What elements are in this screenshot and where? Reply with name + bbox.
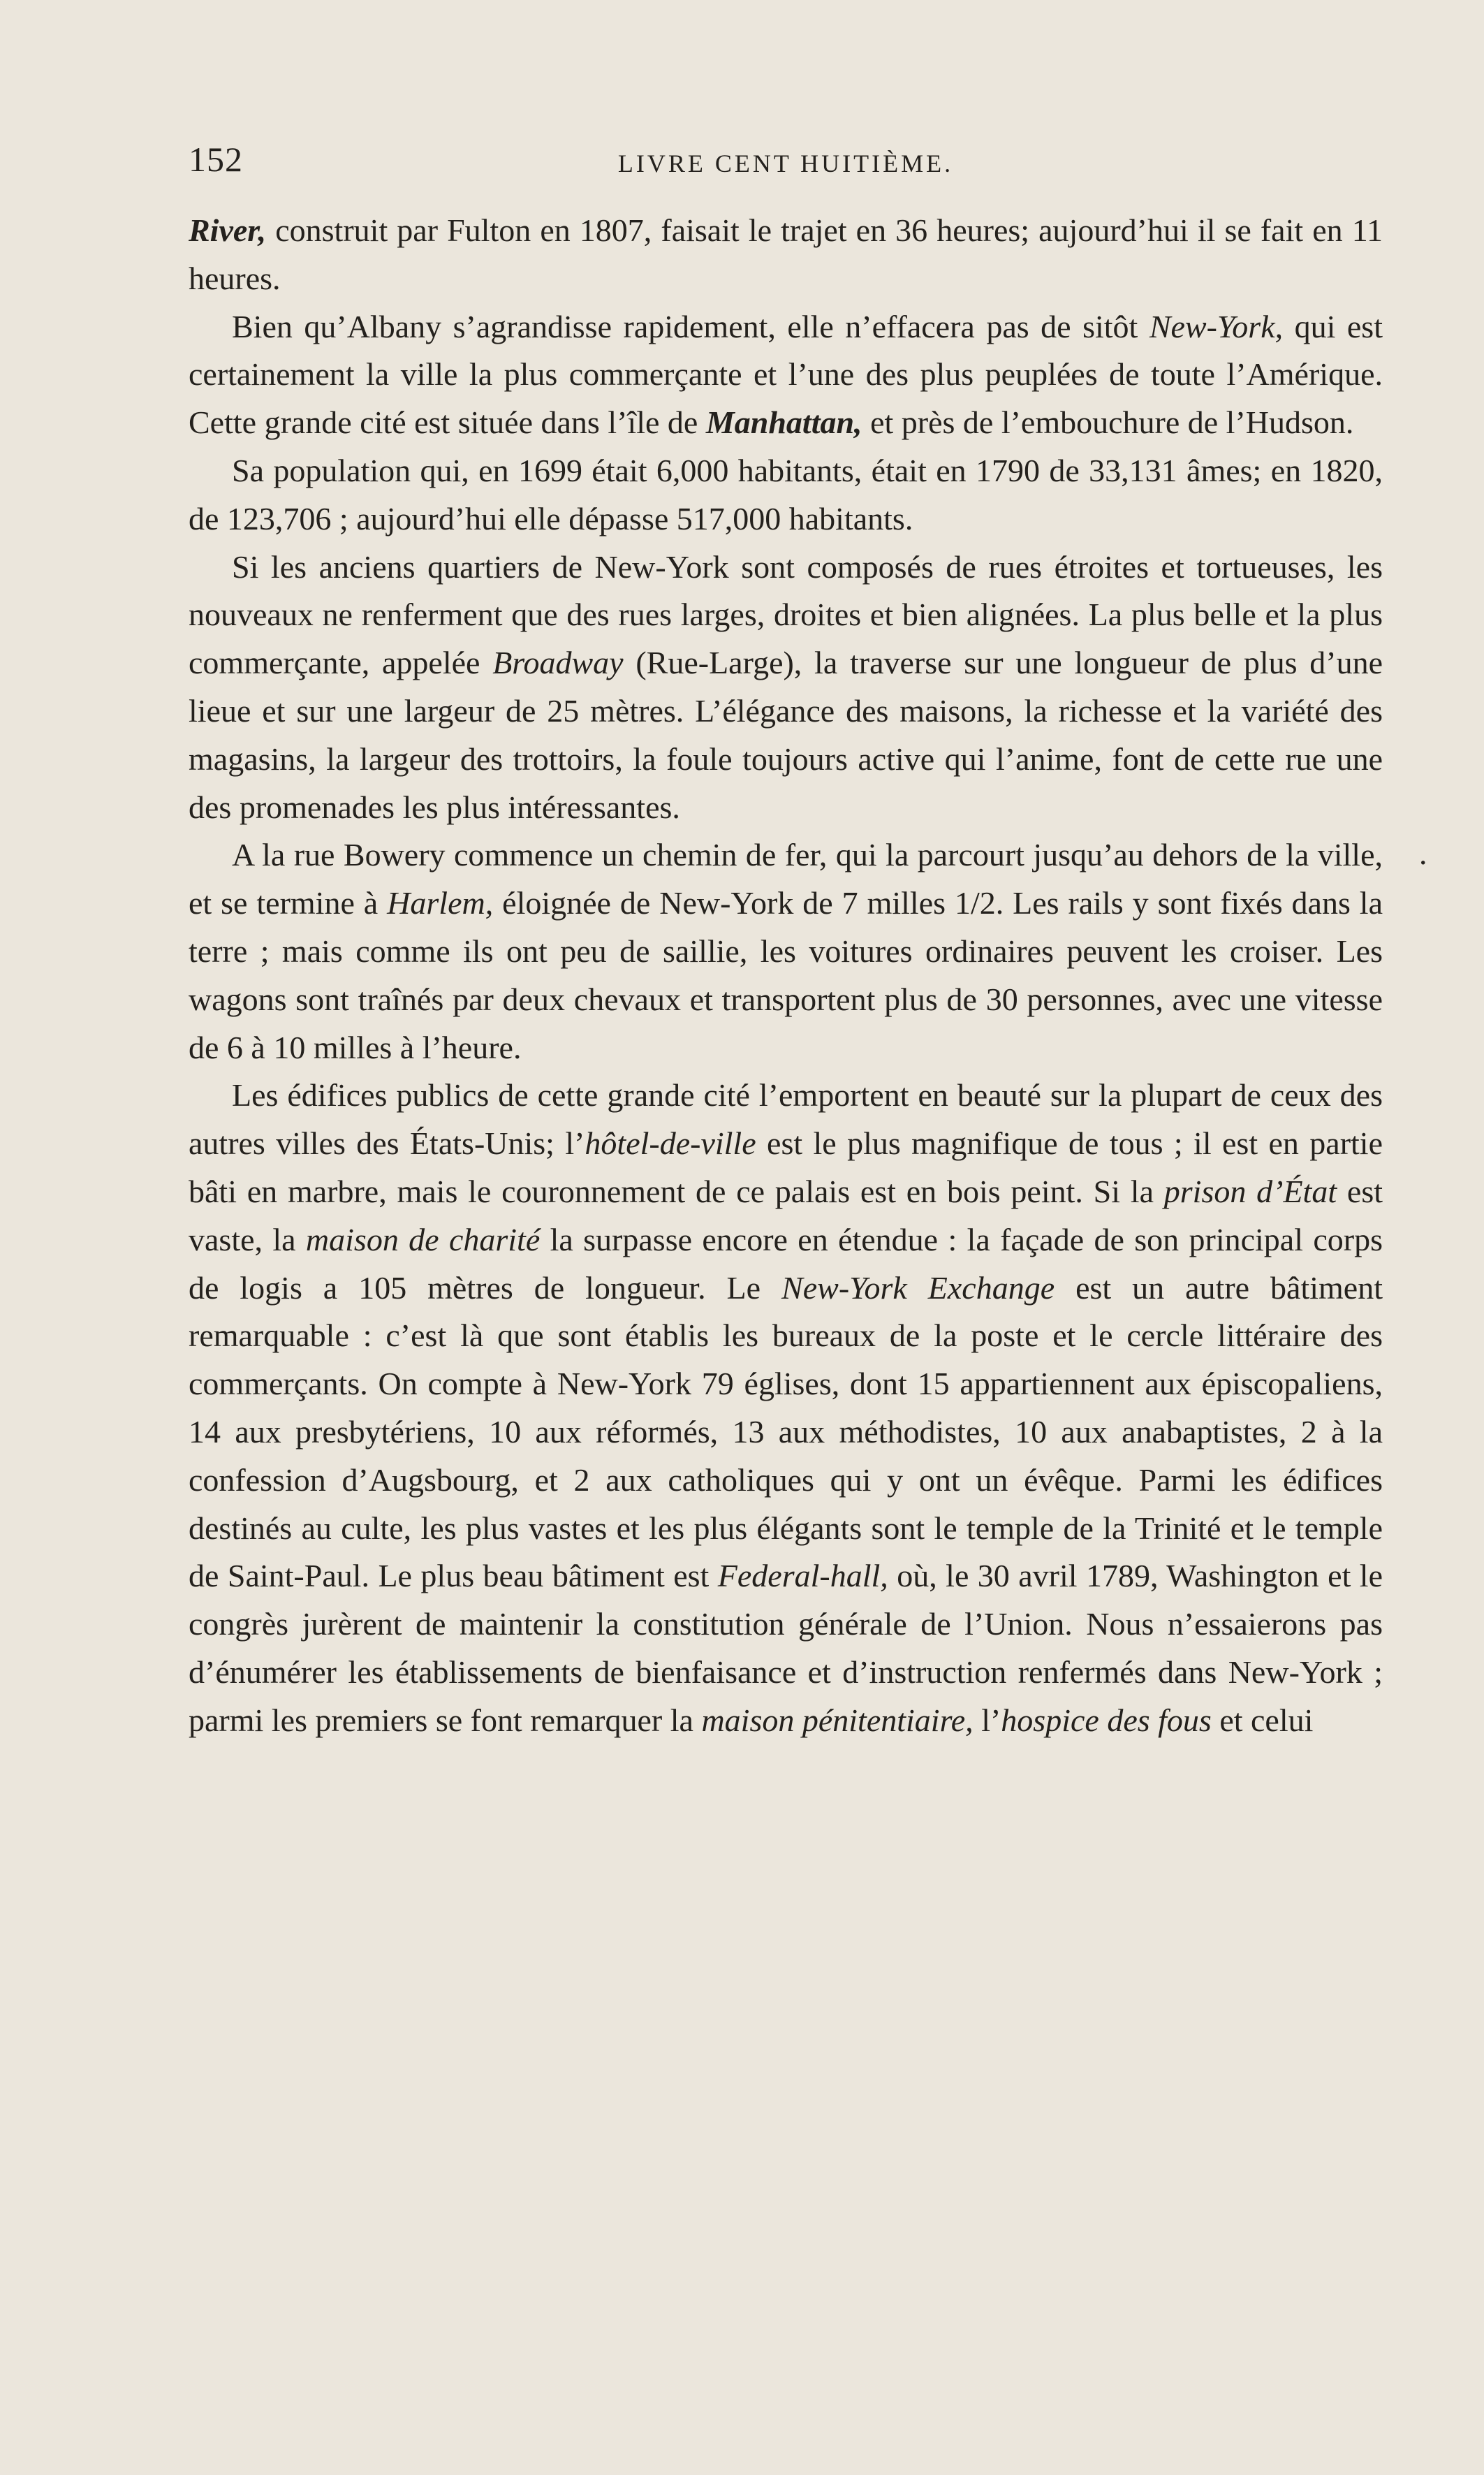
- italic-run: hospice des fous: [1001, 1702, 1212, 1738]
- text-run: est un autre bâtiment remarquable : c’est là que sont établis les bureaux de la poste et le cercle littéraire des commerçants. On compte à New-York 79 églises, dont 15 appartiennent aux épiscopaliens, 14 aux presbytériens, 10 aux réformés, 13 aux méthodistes, 10 aux anabaptistes, 2 à la confession d’Augsbourg, et 2 aux catholiques qui y ont un évêque. Parmi les édifices destinés au culte, les plus vastes et les plus élégants sont le temple de la Trinité et le temple de Saint-Paul. Le plus beau bâtiment est: [189, 1269, 1383, 1594]
- text-run: et près de l’embouchure de l’Hudson.: [862, 404, 1354, 441]
- text-run: Sa population qui, en 1699 était 6,000 habitants, était en 1790 de 33,131 âmes; en 1820, de 123,706 ; aujourd’hui elle dépasse 517,000 habitants.: [189, 452, 1383, 536]
- italic-run: Federal-hall,: [717, 1558, 888, 1594]
- body-text: [189, 207, 1383, 1745]
- page-header: [189, 138, 1383, 187]
- italic-run: Manhattan,: [705, 404, 862, 441]
- text-run: Les édifices publics de cette grande cité l’emportent en beauté sur la plupart de ceux des autres villes des États-Unis; l’: [189, 1077, 1383, 1162]
- text-run: l’: [973, 1702, 1001, 1738]
- text-run: la surpasse encore en étendue : la façade de son principal corps de logis a 105 mètres de longueur. Le: [189, 1221, 1383, 1306]
- running-title: LIVRE CENT HUITIÈME.: [617, 149, 954, 177]
- paragraph-public-buildings: [189, 1072, 1383, 1744]
- text-run: Bien qu’Albany s’agrandisse rapidement, elle n’effacera pas de sitôt: [232, 308, 1149, 344]
- text-run: et celui: [1211, 1702, 1314, 1738]
- margin-mark: .: [1419, 835, 1427, 871]
- italic-run: Harlem,: [387, 885, 494, 921]
- paragraph-bowery-railway: [189, 831, 1383, 1072]
- text-run: (Rue-Large), la traverse sur une longueur de plus d’une lieue et sur une largeur de 25 mètres. L’élégance des maisons, la richesse et la variété des magasins, la largeur des trottoirs, la foule toujours active qui l’anime, font de cette rue une des promenades les plus intéressantes.: [189, 645, 1383, 825]
- text-run: qui est certainement la ville la plus commerçante et l’une des plus peuplées de toute l’Amérique. Cette grande cité est située dans l’île de: [189, 308, 1383, 441]
- paragraph-population: [189, 447, 1383, 543]
- text-run: A la rue Bowery commence un chemin de fer, qui la parcourt jusqu’au dehors de la ville, et se termine à: [189, 837, 1383, 921]
- italic-run: hôtel-de-ville: [585, 1125, 756, 1162]
- text-run: est vaste, la: [189, 1173, 1383, 1257]
- italic-run: River,: [189, 212, 267, 248]
- paragraph-streets-broadway: [189, 543, 1383, 832]
- text-run: où, le 30 avril 1789, Washington et le congrès jurèrent de maintenir la constitution générale de l’Union. Nous n’essaierons pas d’énumérer les établissements de bienfaisance et d’instruction renfermés dans New-York ; parmi les premiers se font remarquer la: [189, 1558, 1383, 1738]
- text-run: est le plus magnifique de tous ; il est en partie bâti en marbre, mais le couronnement de ce palais est en bois peint. Si la: [189, 1125, 1383, 1209]
- italic-run: New-York Exchange: [781, 1269, 1055, 1306]
- text-run: Si les anciens quartiers de New-York sont composés de rues étroites et tortueuses, les nouveaux ne renferment que des rues larges, droites et bien alignées. La plus belle et la plus commerçante, appelée: [189, 548, 1383, 681]
- italic-run: Broadway: [492, 645, 624, 681]
- page-number: 152: [189, 140, 243, 179]
- italic-run: maison pénitentiaire,: [701, 1702, 974, 1738]
- paragraph-hudson-steamboat: [189, 207, 1383, 303]
- text-run: construit par Fulton en 1807, faisait le trajet en 36 heures; aujourd’hui il se fait en 11 heures.: [189, 212, 1383, 296]
- paragraph-albany-new-york: [189, 303, 1383, 447]
- italic-run: New-York,: [1149, 308, 1284, 344]
- text-run: éloignée de New-York de 7 milles 1/2. Les rails y sont fixés dans la terre ; mais comme ils ont peu de saillie, les voitures ordinaires peuvent les croiser. Les wagons sont traînés par deux chevaux et transportent plus de 30 personnes, avec une vitesse de 6 à 10 milles à l’heure.: [189, 885, 1383, 1065]
- italic-run: prison d’État: [1163, 1173, 1337, 1209]
- italic-run: maison de charité: [305, 1221, 541, 1257]
